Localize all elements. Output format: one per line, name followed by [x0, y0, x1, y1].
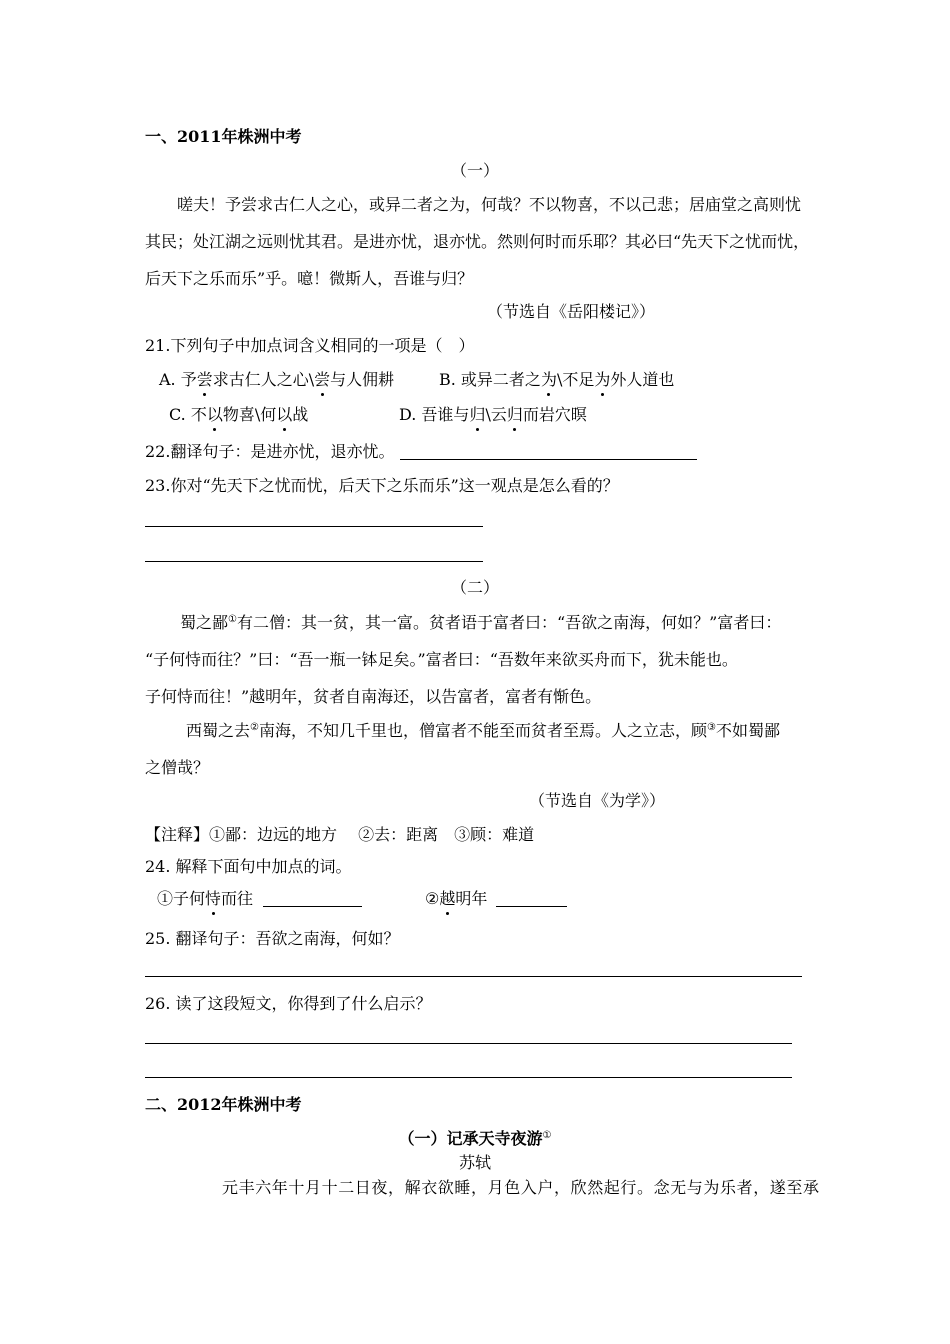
q21-option-b: B. 或异二者之为\不足为外人道也 — [439, 370, 675, 389]
q23-answer-line-1[interactable] — [145, 526, 483, 527]
q22: 22.翻译句子：是进亦忧，退亦忧。 — [145, 442, 395, 461]
emphasis-dot: 归 — [469, 405, 486, 424]
part1-para-line2: 其民；处江湖之远则忧其君。是进亦忧，退亦忧。然则何时而乐耶？其必曰“先天下之忧而忧， — [145, 232, 810, 251]
q26-answer-line-1[interactable] — [145, 1043, 792, 1044]
q24-1-answer-line[interactable] — [263, 906, 362, 907]
part1-source: （节选自《岳阳楼记》） — [487, 302, 656, 321]
q24: 24. 解释下面句中加点的词。 — [145, 857, 352, 876]
emphasis-dot: 为 — [594, 370, 611, 389]
q21-option-a: A. 予尝求古仁人之心\尝与人佣耕 — [159, 370, 395, 389]
q24-2-answer-line[interactable] — [496, 906, 567, 907]
part2-para1-line2: “子何恃而往？”曰：“吾一瓶一钵足矣。”富者曰：“吾数年来欲买舟而下，犹未能也。 — [145, 650, 738, 669]
section2-author: 苏轼 — [458, 1153, 491, 1172]
emphasis-dot: 尝 — [196, 370, 213, 389]
emphasis-dot: 归 — [506, 405, 523, 424]
part1-title: （一） — [450, 161, 499, 180]
q23-answer-line-2[interactable] — [145, 561, 483, 562]
q26-answer-line-2[interactable] — [145, 1077, 792, 1078]
part2-title: （二） — [450, 578, 499, 597]
q24-item-1: ①子何恃而往 — [157, 889, 254, 908]
footnote-marker: ① — [228, 614, 237, 625]
part2-para2-line2: 之僧哉？ — [145, 758, 210, 777]
part2-para1-line3: 子何恃而往！”越明年，贫者自南海还，以告富者，富者有惭色。 — [145, 687, 602, 706]
section2-title: （一）记承天寺夜游① — [398, 1129, 552, 1148]
part2-source: （节选自《为学》） — [529, 791, 666, 810]
emphasis-dot: 恃 — [205, 889, 222, 908]
section2-heading: 二、2012年株洲中考 — [145, 1095, 302, 1114]
part1-para-line1: 嗟夫！予尝求古仁人之心，或异二者之为，何哉？不以物喜，不以己悲；居庙堂之高则忧 — [177, 195, 802, 214]
part1-para-line3: 后天下之乐而乐”乎。噫！微斯人，吾谁与归？ — [145, 269, 474, 288]
emphasis-dot: 为 — [540, 370, 557, 389]
footnote-marker: ③ — [707, 722, 716, 733]
part2-notes: 【注释】①鄙：边远的地方 ②去：距离 ③顾：难道 — [145, 825, 535, 844]
footnote-marker: ① — [542, 1130, 552, 1141]
q21-option-d: D. 吾谁与归\云归而岩穴暝 — [399, 405, 587, 424]
q25-answer-line[interactable] — [145, 976, 802, 977]
q22-answer-line[interactable] — [400, 459, 697, 460]
part2-para2-line1: 西蜀之去②南海，不知几千里也，僧富者不能至而贫者至焉。人之立志，顾③不如蜀鄙 — [186, 721, 780, 740]
section1-heading: 一、2011年株洲中考 — [145, 127, 302, 146]
emphasis-dot: 以 — [276, 405, 293, 424]
section2-para-line1: 元丰六年十月十二日夜，解衣欲睡，月色入户，欣然起行。念无与为乐者，遂至承 — [222, 1178, 820, 1197]
emphasis-dot: 尝 — [314, 370, 331, 389]
q21-option-c: C. 不以物喜\何以战 — [169, 405, 309, 424]
footnote-marker: ② — [250, 722, 259, 733]
q23: 23.你对“先天下之忧而忧，后天下之乐而乐”这一观点是怎么看的？ — [145, 476, 619, 495]
emphasis-dot: 以 — [206, 405, 223, 424]
q24-item-2: ②越明年 — [425, 889, 488, 908]
q26: 26. 读了这段短文，你得到了什么启示？ — [145, 994, 432, 1013]
q21-stem: 21.下列句子中加点词含义相同的一项是（ ） — [145, 336, 475, 355]
emphasis-dot: 越 — [439, 889, 456, 908]
q25: 25. 翻译句子：吾欲之南海，何如？ — [145, 929, 400, 948]
part2-para1-line1: 蜀之鄙①有二僧：其一贫，其一富。贫者语于富者曰：“吾欲之南海，何如？”富者曰： — [180, 613, 782, 632]
